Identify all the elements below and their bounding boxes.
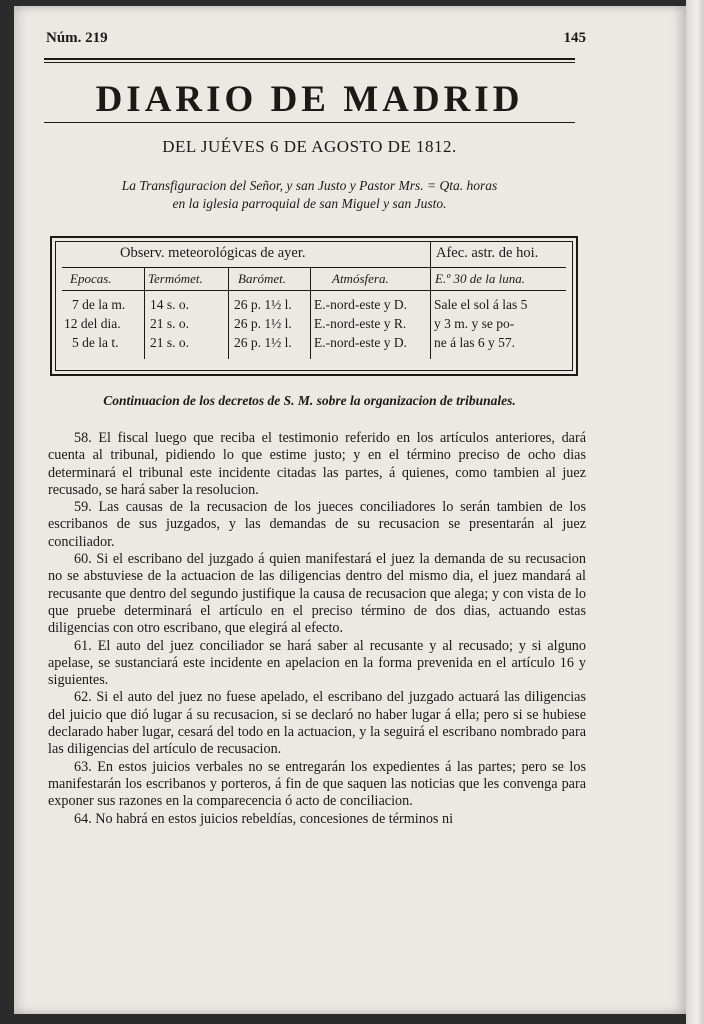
paragraph-58: 58. El fiscal luego que reciba el testimonio referido en los artículos anteriores, dará cuenta al tribunal, pidiendo lo que estime justo; y en el término preciso de ocho dias determinará el tribunal este incidente citadas las partes, á quienes, como tambien al juez recusado, se hará saber la resolucion. — [48, 430, 586, 498]
col-atmosfera: Atmósfera. — [332, 271, 389, 286]
row-epoca: 7 de la m. — [72, 297, 126, 312]
row-astro: Sale el sol á las 5 — [434, 297, 528, 312]
col-epocas: Epocas. — [70, 271, 112, 286]
newspaper-page — [14, 6, 686, 1014]
astro-title: Afec. astr. de hoi. — [436, 245, 539, 261]
row-termometro: 14 s. o. — [150, 297, 190, 312]
issue-date: DEL JUÉVES 6 DE AGOSTO DE 1812. — [162, 137, 457, 156]
page-edge — [686, 0, 704, 1024]
row-termometro: 21 s. o. — [150, 316, 190, 331]
col-luna: E.º 30 de la luna. — [435, 271, 525, 286]
paragraph-63: 63. En estos juicios verbales no se entregarán los expedientes á las partes; pero se los manifestarán los escribanos y porteros, á fin de que saquen las noticias que les convenga para exponer sus razones en la comparecencia ó acto de conciliacion. — [48, 758, 586, 810]
issue-number: Núm. 219 — [46, 30, 108, 46]
row-epoca: 5 de la t. — [72, 335, 119, 350]
article-body — [48, 430, 586, 828]
row-barometro: 26 p. 1½ l. — [234, 297, 292, 312]
paragraph-60: 60. Si el escribano del juzgado á quien manifestará el juez la demanda de su recusacion no se abstuviese de la actuacion de las diligencias dentro del mismo dia, el juez mandará al recusante que dentro del segundo justifique la causa de recusacion que alega; y con vista de lo que pruebe determinará el artículo en el preciso término de dos dias, actuando estas diligencias con otro escribano, que elegirá al efecto. — [48, 551, 586, 637]
row-barometro: 26 p. 1½ l. — [234, 335, 292, 350]
weather-title: Observ. meteorológicas de ayer. — [120, 245, 306, 261]
paragraph-61: 61. El auto del juez conciliador se hará saber al recusante y al recusado; y si alguno apelase, se sustanciará este incidente en apelacion en la forma prevenida en el artículo 16 y siguientes. — [48, 637, 586, 689]
col-termometro: Termómet. — [148, 271, 203, 286]
saints-line-1: La Transfiguracion del Señor, y san Justo y Pastor Mrs. = Qta. horas — [121, 178, 498, 193]
row-barometro: 26 p. 1½ l. — [234, 316, 292, 331]
saints-of-the-day — [44, 177, 575, 213]
row-astro: ne á las 6 y 57. — [434, 335, 515, 350]
row-termometro: 21 s. o. — [150, 335, 190, 350]
row-astro: y 3 m. y se po- — [434, 316, 515, 331]
masthead-rule-bottom — [44, 122, 575, 123]
article-heading: Continuacion de los decretos de S. M. sobre la organizacion de tribunales. — [103, 393, 516, 408]
row-atmosfera: E.-nord-este y D. — [314, 297, 407, 312]
row-atmosfera: E.-nord-este y D. — [314, 335, 407, 350]
masthead-rule-top — [44, 58, 575, 63]
paragraph-64: 64. No habrá en estos juicios rebeldías, concesiones de términos ni — [74, 810, 454, 827]
paragraph-59: 59. Las causas de la recusacion de los jueces conciliadores lo serán tambien de los escribanos de sus juzgados, y las demandas de su recusacion se presentarán al juez conciliador. — [48, 499, 586, 550]
paragraph-62: 62. Si el auto del juez no fuese apelado, el escribano del juzgado actuará las diligencias del juicio que dió lugar á su recusacion, si se declaró no haber lugar á ella; pero si se hubiese declarado haber lugar, cesará del todo en la actuacion, y la seguirá el escribano nombrado para las diligencias del artículo de recusacion. — [48, 689, 586, 758]
row-epoca: 12 del dia. — [64, 316, 121, 331]
saints-line-2: en la iglesia parroquial de san Miguel y san Justo. — [172, 196, 447, 211]
col-barometro: Barómet. — [238, 271, 287, 286]
masthead-title: DIARIO DE MADRID — [95, 79, 524, 120]
weather-table — [50, 236, 578, 376]
row-atmosfera: E.-nord-este y R. — [314, 316, 407, 331]
page-number: 145 — [563, 30, 586, 46]
